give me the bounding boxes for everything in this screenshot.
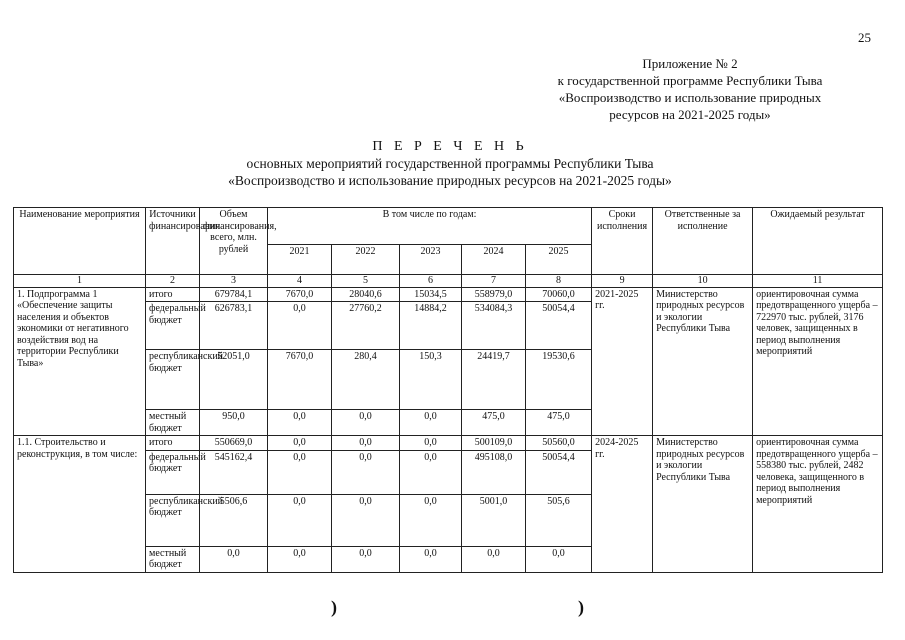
year-value: 0,0 xyxy=(400,546,462,572)
year-value: 7670,0 xyxy=(268,350,332,410)
column-number: 1 xyxy=(14,275,146,288)
year-value: 534084,3 xyxy=(462,302,526,350)
measure-name: 1. Подпрограмма 1 «Обеспечение защиты населения и объектов экономики от негативного воздействия вод на территории Республики Тыва» xyxy=(14,287,146,436)
year-value: 0,0 xyxy=(400,494,462,546)
year-value: 5001,0 xyxy=(462,494,526,546)
expected-result: ориентировочная сумма предотвращенного ущерба – 722970 тыс. рублей, 3176 человек, защищенных в период выполнения мероприятий xyxy=(753,287,883,436)
year-value: 0,0 xyxy=(268,450,332,494)
year-value: 0,0 xyxy=(332,436,400,451)
year-value: 19530,6 xyxy=(526,350,592,410)
table-row xyxy=(14,287,883,302)
document-subtitle: «Воспроизводство и использование природных ресурсов на 2021-2025 годы» xyxy=(228,173,672,188)
header-result: Ожидаемый результат xyxy=(753,208,883,275)
year-value: 0,0 xyxy=(400,450,462,494)
page-number: 25 xyxy=(858,30,871,45)
funding-source: местный бюджет xyxy=(146,546,200,572)
column-number: 5 xyxy=(332,275,400,288)
scan-mark: ) xyxy=(578,597,584,617)
header-volume: Объем финансирования, всего, млн. рублей xyxy=(200,208,268,275)
year-value: 505,6 xyxy=(526,494,592,546)
document-subtitle: основных мероприятий государственной программы Республики Тыва xyxy=(246,156,654,171)
volume-total: 5506,6 xyxy=(200,494,268,546)
volume-total: 52051,0 xyxy=(200,350,268,410)
measures-table xyxy=(13,207,883,573)
header-year: 2022 xyxy=(332,245,400,275)
year-value: 0,0 xyxy=(400,410,462,436)
year-value: 475,0 xyxy=(462,410,526,436)
year-value: 0,0 xyxy=(526,546,592,572)
column-number: 3 xyxy=(200,275,268,288)
header-terms: Сроки исполнения xyxy=(592,208,653,275)
document-title: П Е Р Е Ч Е Н Ь xyxy=(372,139,528,154)
year-value: 27760,2 xyxy=(332,302,400,350)
column-number: 4 xyxy=(268,275,332,288)
year-value: 558979,0 xyxy=(462,287,526,302)
funding-source: местный бюджет xyxy=(146,410,200,436)
appendix-line: «Воспроизводство и использование природных xyxy=(558,90,822,105)
execution-terms: 2021-2025 гг. xyxy=(592,287,653,436)
volume-total: 550669,0 xyxy=(200,436,268,451)
column-number-row xyxy=(14,275,883,288)
responsible-party: Министерство природных ресурсов и экологии Республики Тыва xyxy=(653,287,753,436)
appendix-note xyxy=(520,55,860,123)
year-value: 0,0 xyxy=(400,436,462,451)
year-value: 24419,7 xyxy=(462,350,526,410)
volume-total: 679784,1 xyxy=(200,287,268,302)
appendix-line: ресурсов на 2021-2025 годы» xyxy=(609,107,771,122)
header-year: 2021 xyxy=(268,245,332,275)
year-value: 0,0 xyxy=(332,450,400,494)
column-number: 6 xyxy=(400,275,462,288)
year-value: 0,0 xyxy=(268,410,332,436)
volume-total: 0,0 xyxy=(200,546,268,572)
measure-name: 1.1. Строительство и реконструкция, в том числе: xyxy=(14,436,146,573)
year-value: 280,4 xyxy=(332,350,400,410)
column-number: 2 xyxy=(146,275,200,288)
year-value: 50054,4 xyxy=(526,302,592,350)
year-value: 0,0 xyxy=(332,410,400,436)
volume-total: 950,0 xyxy=(200,410,268,436)
header-year: 2023 xyxy=(400,245,462,275)
funding-source: итого xyxy=(146,436,200,451)
year-value: 70060,0 xyxy=(526,287,592,302)
year-value: 495108,0 xyxy=(462,450,526,494)
column-number: 10 xyxy=(653,275,753,288)
funding-source: федеральный бюджет xyxy=(146,302,200,350)
header-years-group: В том числе по годам: xyxy=(268,208,592,245)
column-number: 7 xyxy=(462,275,526,288)
year-value: 15034,5 xyxy=(400,287,462,302)
column-number: 8 xyxy=(526,275,592,288)
year-value: 0,0 xyxy=(268,494,332,546)
header-year: 2024 xyxy=(462,245,526,275)
expected-result: ориентировочная сумма предотвращенного ущерба – 558380 тыс. рублей, 2482 человека, защищенного в период выполнения мероприятий xyxy=(753,436,883,573)
year-value: 150,3 xyxy=(400,350,462,410)
year-value: 0,0 xyxy=(268,302,332,350)
appendix-line: Приложение № 2 xyxy=(642,56,738,71)
header-source: Источники финансирования xyxy=(146,208,200,275)
year-value: 0,0 xyxy=(332,494,400,546)
volume-total: 626783,1 xyxy=(200,302,268,350)
year-value: 0,0 xyxy=(268,546,332,572)
year-value: 0,0 xyxy=(268,436,332,451)
year-value: 0,0 xyxy=(462,546,526,572)
year-value: 0,0 xyxy=(332,546,400,572)
year-value: 500109,0 xyxy=(462,436,526,451)
header-name: Наименование мероприятия xyxy=(14,208,146,275)
column-number: 11 xyxy=(753,275,883,288)
column-number: 9 xyxy=(592,275,653,288)
funding-source: республиканский бюджет xyxy=(146,494,200,546)
year-value: 50560,0 xyxy=(526,436,592,451)
year-value: 14884,2 xyxy=(400,302,462,350)
year-value: 50054,4 xyxy=(526,450,592,494)
execution-terms: 2024-2025 гг. xyxy=(592,436,653,573)
funding-source: федеральный бюджет xyxy=(146,450,200,494)
scan-mark: ) xyxy=(331,597,337,617)
year-value: 28040,6 xyxy=(332,287,400,302)
document-heading xyxy=(150,138,750,189)
funding-source: республиканский бюджет xyxy=(146,350,200,410)
funding-source: итого xyxy=(146,287,200,302)
year-value: 7670,0 xyxy=(268,287,332,302)
header-year: 2025 xyxy=(526,245,592,275)
year-value: 475,0 xyxy=(526,410,592,436)
header-responsible: Ответственные за исполнение xyxy=(653,208,753,275)
responsible-party: Министерство природных ресурсов и экологии Республики Тыва xyxy=(653,436,753,573)
table-row xyxy=(14,436,883,451)
appendix-line: к государственной программе Республики Тыва xyxy=(557,73,823,88)
volume-total: 545162,4 xyxy=(200,450,268,494)
